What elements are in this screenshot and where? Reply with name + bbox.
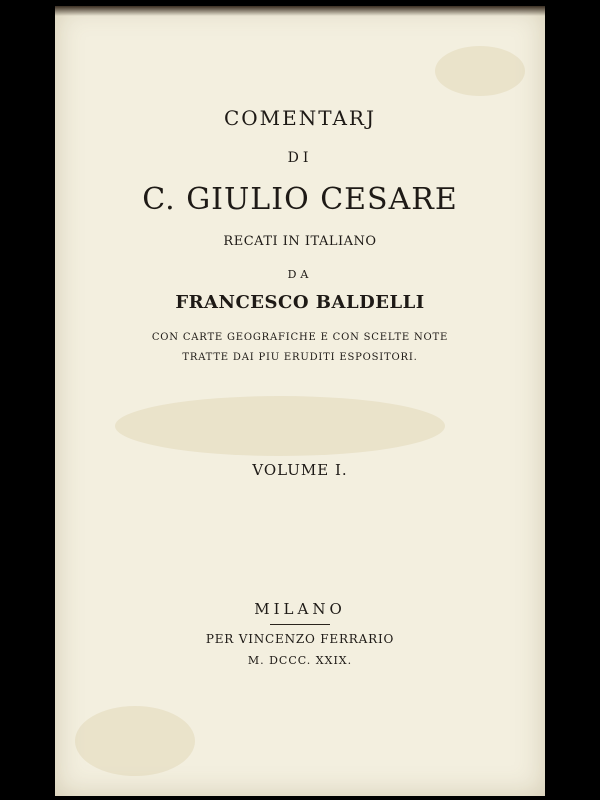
author-name: C. GIULIO CESARE (142, 182, 458, 217)
preposition-da: DA (287, 268, 313, 281)
translation-note: RECATI IN ITALIANO (223, 234, 377, 249)
imprint-city: MILANO (254, 600, 346, 618)
imprint-divider (270, 624, 330, 625)
description-line-2: TRATTE DAI PIU ERUDITI ESPOSITORI. (182, 352, 418, 363)
paper-stain (115, 396, 445, 456)
imprint-year: M. DCCC. XXIX. (247, 654, 353, 667)
preposition-di: DI (287, 150, 313, 166)
translator-name: FRANCESCO BALDELLI (175, 292, 425, 313)
paper-stain (75, 706, 195, 776)
book-title: COMENTARJ (223, 106, 377, 130)
imprint-publisher: PER VINCENZO FERRARIO (205, 632, 395, 646)
paper-stain (435, 46, 525, 96)
description-line-1: CON CARTE GEOGRAFICHE E CON SCELTE NOTE (151, 332, 449, 343)
title-page (55, 6, 545, 796)
volume-number: VOLUME I. (252, 461, 348, 479)
